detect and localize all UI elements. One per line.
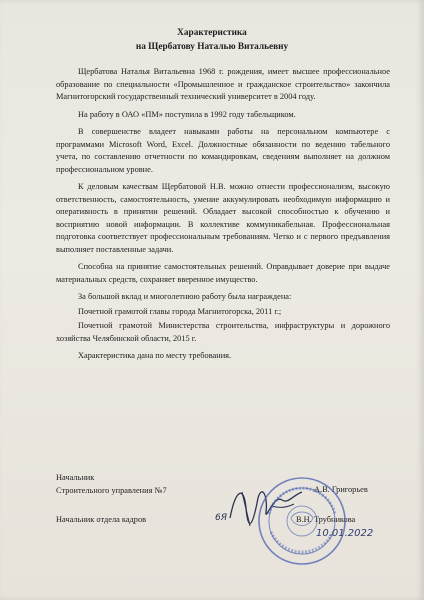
award-2: Почетной грамотой Министерства строительства, инфраструктуры и дорожного хозяйства Челябинской области, 2015 г. (56, 321, 390, 343)
paragraph-2: На работу в ОАО «ПМ» поступила в 1992 году табельщиком. (78, 109, 296, 119)
signatory-2-position: Начальник отдела кадров (56, 515, 147, 524)
paragraph-5: Способна на принятие самостоятельных решений. Оправдывает доверие при выдаче материальных средств, сохраняет вверенное имущество. (56, 262, 390, 284)
paragraph-4: К деловым качествам Щербатовой Н.В. можно отнести профессионализм, высокую ответственность, самостоятельность, умение аккумулировать необходимую информацию и оперативность в принятии решений. Обладает высокой способностью к обучению и восприятию новой информации. В коллективе коммуникабельная. Профессиональная подготовка соответствует профессиональным требованиям. Четко и с первого предъявления выполняет поставленные задачи. (56, 182, 390, 254)
document-title (0, 26, 424, 54)
award-1: Почетной грамотой главы города Магнитогорска, 2011 г.; (78, 306, 282, 316)
handwritten-date: 10.01.2022 (316, 528, 374, 539)
signatory-1-name: А.В. Григорьев (314, 485, 368, 494)
handwritten-initials: 6Я (215, 513, 227, 523)
official-stamp (255, 474, 350, 569)
paragraph-closing: Характеристика дана по месту требования. (78, 351, 232, 360)
paragraph-3: В совершенстве владеет навыками работы на персональном компьютере с программами Microsoft Word, Excel. Должностные обязанности по ведению табельного учета, по составлению отчетности по командировкам, сведениям выполняет на должном профессиональном уровне. (56, 127, 390, 174)
signatory-2-name: В.Н. Трубникова (296, 515, 356, 524)
signatory-1-position-line1: Начальник (56, 473, 95, 482)
signatory-1-position (56, 472, 167, 497)
title-line-1: Характеристика (177, 28, 247, 38)
document-body (56, 66, 390, 368)
paragraph-6: За большой вклад и многолетнюю работу была награждена: (78, 292, 292, 301)
signatory-1-position-line2: Строительного управления №7 (56, 485, 167, 495)
paragraph-1: Щербатова Наталья Витальевна 1968 г. рождения, имеет высшее профессиональное образование по специальности «Промышленное и гражданское строительство» закончила Магнитогорский государственный технический университет в 2004 году. (56, 67, 390, 101)
title-line-2: на Щербатову Наталью Витальевну (135, 42, 289, 52)
